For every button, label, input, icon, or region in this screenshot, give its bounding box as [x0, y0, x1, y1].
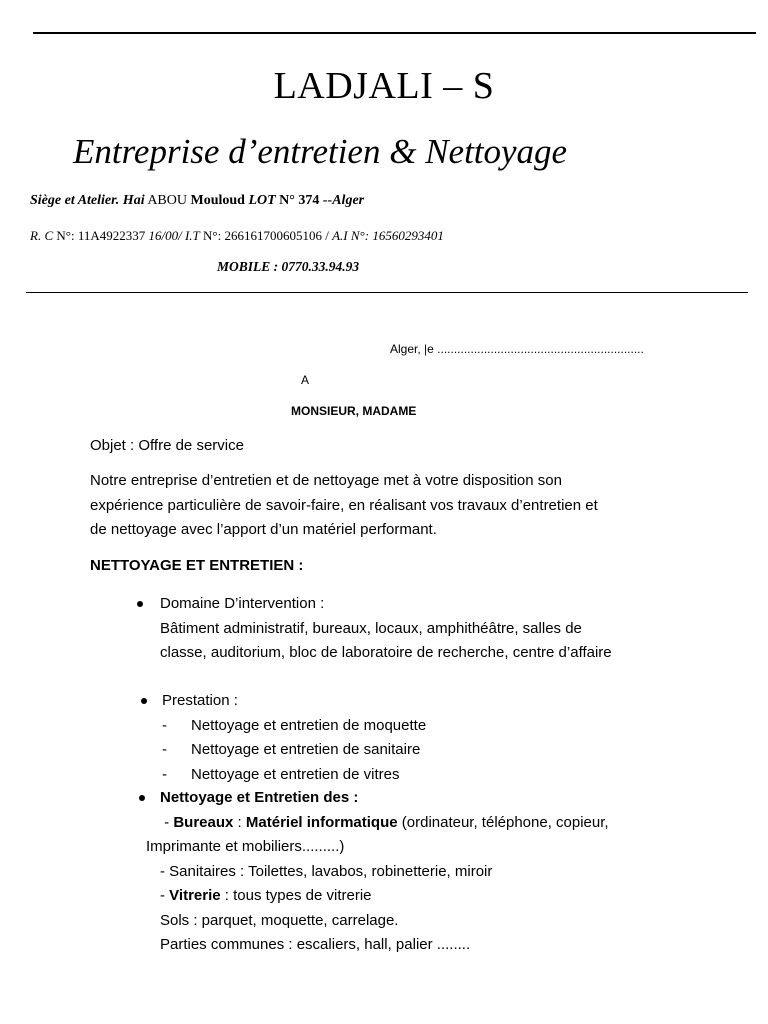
company-name: LADJALI – S [273, 65, 495, 107]
nettoyage-title: Nettoyage et Entretien des : [160, 789, 359, 806]
nettoyage-block [146, 786, 609, 958]
vitrerie-rest: : tous types de vitrerie [220, 887, 372, 904]
intro-line: expérience particulière de savoir-faire, en réalisant vos travaux d’entretien et [90, 496, 598, 514]
prestation-item-text: Nettoyage et entretien de moquette [191, 716, 427, 734]
to-label: A [301, 373, 310, 387]
intro-paragraph [90, 469, 598, 543]
intro-line: de nettoyage avec l’apport d’un matériel performant. [90, 521, 437, 538]
ai-label: A.I [332, 228, 348, 243]
sols-line: Sols : parquet, moquette, carrelage. [160, 911, 399, 929]
rc-value: N°: 11A4922337 [56, 228, 146, 243]
parties-line: Parties communes : escaliers, hall, palier ........ [160, 936, 471, 953]
bureaux-line: - Bureaux : Matériel informatique (ordinateur, téléphone, copieur, [160, 813, 609, 831]
it-value: N°: 266161700605106 / [203, 228, 329, 243]
domaine-line: Bâtiment administratif, bureaux, locaux, amphithéâtre, salles de [160, 619, 582, 637]
prestation-title: Prestation : [162, 692, 238, 709]
address-mouloud: Mouloud [190, 193, 245, 208]
mobile-number: MOBILE : 0770.33.94.93 [217, 259, 360, 274]
top-rule [33, 32, 756, 34]
rc-date: 16/00/ I.T [148, 228, 200, 243]
address-line [30, 193, 364, 209]
prestation-item-text: Nettoyage et entretien de vitres [191, 765, 400, 783]
recipient: MONSIEUR, MADAME [291, 404, 417, 418]
section-title: NETTOYAGE ET ENTRETIEN : [90, 557, 304, 574]
vitrerie-line: - Vitrerie : tous types de vitrerie [160, 887, 372, 904]
vitrerie-label: Vitrerie [169, 887, 221, 904]
bureaux-line-2: Imprimante et mobiliers.........) [146, 838, 345, 855]
bullet-icon [137, 601, 143, 607]
ai-value: N°: 16560293401 [350, 228, 444, 243]
bullet-icon [139, 795, 145, 801]
materiel-label: Matériel informatique [245, 813, 398, 831]
domaine-line: classe, auditorium, bloc de laboratoire de recherche, centre d’affaire [160, 644, 612, 661]
address-lot: LOT [248, 193, 276, 208]
bureaux-rest: (ordinateur, téléphone, copieur, [401, 813, 609, 831]
prestation-item-text: Nettoyage et entretien de sanitaire [191, 741, 421, 758]
subject: Objet : Offre de service [90, 437, 244, 454]
prestation-item: - Nettoyage et entretien de sanitaire [162, 741, 421, 758]
place-date: Alger, |e .............................................................. [390, 342, 644, 356]
domaine-title: Domaine D’intervention : [160, 595, 325, 612]
bullet-icon [141, 698, 147, 704]
prestation-item: - Nettoyage et entretien de vitres [162, 765, 400, 783]
address-abou: ABOU [147, 193, 187, 208]
sanitaires-line: - Sanitaires : Toilettes, lavabos, robinetterie, miroir [160, 862, 493, 880]
prestation-item: - Nettoyage et entretien de moquette [162, 716, 427, 734]
address-prefix: Siège et Atelier. Hai [30, 193, 145, 208]
letterhead-rule [26, 292, 748, 293]
rc-label: R. C [30, 228, 54, 243]
prestation-block [162, 689, 426, 787]
company-subtitle: Entreprise d’entretien & Nettoyage [73, 132, 568, 171]
address-city: --Alger [322, 193, 365, 208]
address-number: N° 374 [279, 193, 320, 208]
registration-line [30, 228, 444, 244]
intro-line: Notre entreprise d’entretien et de nettoyage met à votre disposition son [90, 472, 562, 489]
domaine-block [160, 592, 612, 666]
bureaux-label: Bureaux [173, 813, 234, 831]
